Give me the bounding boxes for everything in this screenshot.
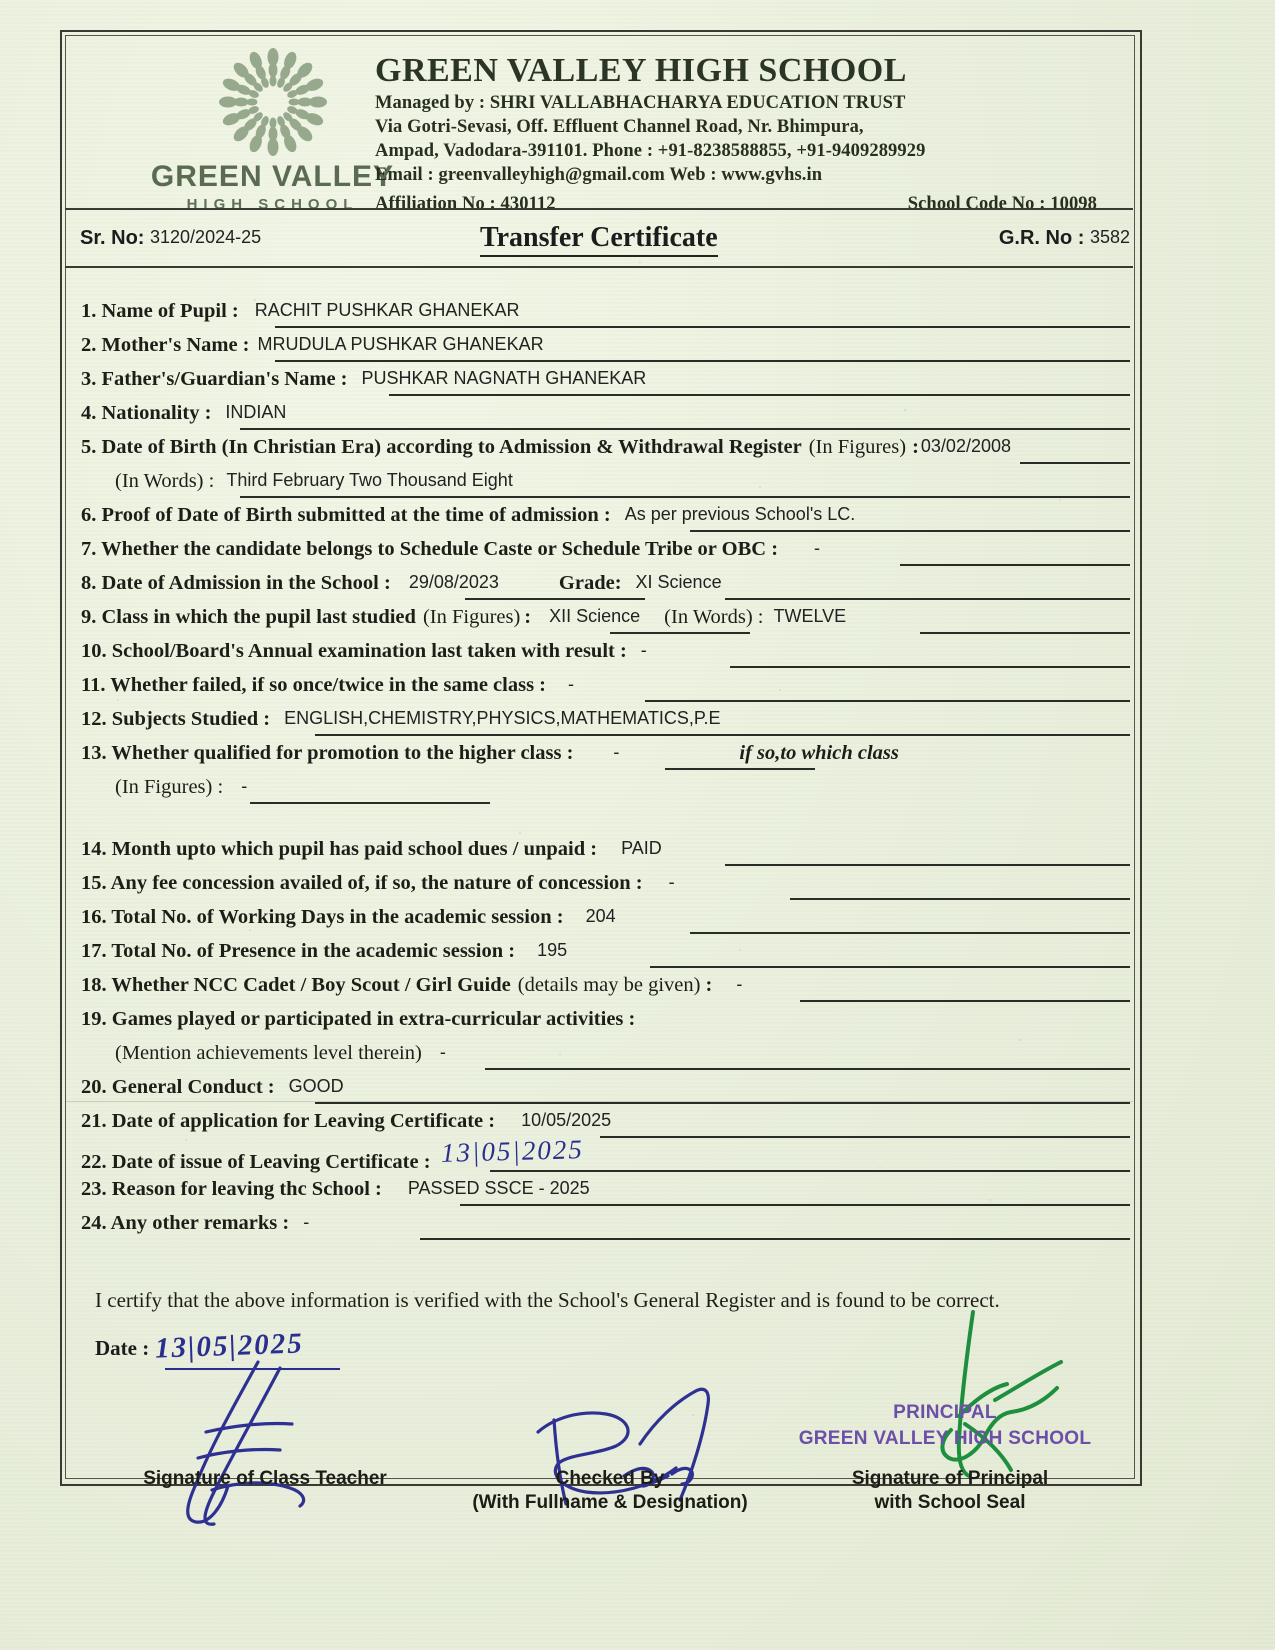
signature-label-class-teacher: Signature of Class Teacher (143, 1468, 387, 1489)
field-value-5: 03/02/2008 (920, 436, 1011, 456)
field-value-9-words: TWELVE (773, 606, 847, 626)
rule-13 (665, 768, 815, 770)
field-label-18-note: (details may be given) (517, 974, 701, 996)
field-label-10: 10. School/Board's Annual examination last taken with result : (81, 640, 627, 662)
rule-12 (315, 734, 1130, 736)
rule-13b (250, 802, 490, 804)
rule-22 (490, 1170, 1130, 1172)
field-label-1: 1. Name of Pupil : (81, 300, 239, 322)
school-title: GREEN VALLEY HIGH SCHOOL (375, 52, 907, 89)
seal-line-1: PRINCIPAL (893, 1402, 997, 1423)
field-row-name-of-pupil (65, 300, 1133, 334)
field-row-date-of-birth (65, 436, 1133, 470)
certification-date (95, 1327, 305, 1365)
field-label-16: 16. Total No. of Working Days in the academic session : (81, 906, 564, 928)
field-row-dob-proof (65, 504, 1133, 538)
field-row-subjects (65, 708, 1133, 742)
field-row-mothers-name (65, 334, 1133, 368)
field-label-21: 21. Date of application for Leaving Certificate : (81, 1110, 496, 1132)
field-label-9-words: (In Words) : (664, 606, 764, 628)
certificate-title-row (75, 218, 1130, 266)
field-label-5-colon: : (912, 436, 919, 458)
logo-subtitle: HIGH SCHOOL (186, 196, 359, 213)
field-label-5: 5. Date of Birth (In Christian Era) according to Admission & Withdrawal Register (81, 436, 802, 458)
rule-14 (725, 864, 1130, 866)
field-value-18: - (736, 974, 743, 994)
field-value-9: XII Science (549, 606, 641, 626)
field-row-reason (65, 1178, 1133, 1212)
field-row-ncc (65, 974, 1133, 1008)
field-label-12: 12. Subjects Studied : (81, 708, 271, 730)
logo-wordmark: GREEN VALLEY (150, 160, 395, 193)
field-row-promotion (65, 742, 1133, 776)
field-row-last-class (65, 606, 1133, 640)
field-label-4: 4. Nationality : (81, 402, 212, 424)
field-label-6: 6. Proof of Date of Birth submitted at the time of admission : (81, 504, 611, 526)
field-value-12: ENGLISH,CHEMISTRY,PHYSICS,MATHEMATICS,P.E (284, 708, 721, 728)
field-label-18: 18. Whether NCC Cadet / Boy Scout / Girl Guide (81, 974, 511, 996)
rule-5 (1020, 462, 1130, 464)
field-value-14: PAID (621, 838, 662, 858)
rule-5b (240, 496, 1130, 498)
school-address-line2: Ampad, Vadodara-391101. Phone : +91-8238588855, +91-9409289929 (375, 141, 926, 161)
field-label-24: 24. Any other remarks : (81, 1212, 290, 1234)
rule-3 (389, 394, 1130, 396)
field-value-13: - (613, 742, 620, 762)
field-value-2: MRUDULA PUSHKAR GHANEKAR (257, 334, 544, 354)
field-label-20: 20. General Conduct : (81, 1076, 275, 1098)
field-label-8: 8. Date of Admission in the School : (81, 572, 391, 594)
seal-line-2: GREEN VALLEY HIGH SCHOOL (798, 1427, 1092, 1449)
field-label-17: 17. Total No. of Presence in the academic session : (81, 940, 516, 962)
rule-9b (920, 632, 1130, 634)
rule-19b (485, 1068, 1130, 1070)
field-label-11: 11. Whether failed, if so once/twice in the same class : (81, 674, 546, 696)
field-row-general-conduct (65, 1076, 1133, 1110)
field-row-fathers-name (65, 368, 1133, 402)
field-label-7: 7. Whether the candidate belongs to Schedule Caste or Schedule Tribe or OBC : (81, 538, 779, 560)
field-row-application-date (65, 1110, 1133, 1144)
field-label-9-figures: (In Figures) (422, 606, 521, 628)
field-label-19b: (Mention achievements level therein) (115, 1042, 422, 1064)
field-label-14: 14. Month upto which pupil has paid school dues / unpaid : (81, 838, 598, 860)
rule-8a (465, 598, 645, 600)
field-label-22: 22. Date of issue of Leaving Certificate : (81, 1151, 431, 1173)
rule-20 (315, 1102, 1130, 1104)
principal-line-1: Signature of Principal (851, 1468, 1049, 1489)
field-value-19b: - (439, 1042, 446, 1062)
field-value-7: - (814, 538, 821, 558)
field-row-dob-in-words (65, 470, 1133, 504)
rule-4 (240, 428, 1130, 430)
school-contact: Email : greenvalleyhigh@gmail.com Web : www.gvhs.in (375, 165, 823, 185)
field-label-23: 23. Reason for leaving thc School : (81, 1178, 382, 1200)
field-row-games-achievements (65, 1042, 1133, 1076)
field-label-2: 2. Mother's Name : (81, 334, 250, 356)
field-row-failed (65, 674, 1133, 708)
field-row-promotion-figures (65, 776, 1133, 820)
certification-date-value: 13|05|2025 (154, 1327, 305, 1365)
sunburst-logo-icon (178, 46, 368, 158)
field-label-5b: (In Words) : (115, 470, 215, 492)
field-row-working-days (65, 906, 1133, 940)
field-value-24: - (303, 1212, 310, 1232)
field-value-16: 204 (585, 906, 616, 926)
checked-by-line-2: (With Fullname & Designation) (472, 1491, 748, 1513)
rule-2 (275, 360, 1130, 362)
field-row-dues (65, 838, 1133, 872)
field-value-23: PASSED SSCE - 2025 (407, 1178, 590, 1198)
school-details (375, 52, 1115, 215)
signature-footer (70, 1455, 1130, 1525)
field-value-1: RACHIT PUSHKAR GHANEKAR (254, 300, 520, 320)
rule-7 (900, 564, 1130, 566)
affiliation-no: Affiliation No : 430112 (375, 194, 556, 214)
certification-statement: I certify that the above information is verified with the School's General Register and is found to be correct. (95, 1288, 1000, 1312)
signature-label-principal (785, 1467, 1115, 1515)
certification-date-label: Date : (95, 1336, 150, 1360)
rule-1 (275, 326, 1130, 328)
field-row-games (65, 1008, 1133, 1042)
gr-number-label: G.R. No : (998, 227, 1085, 249)
field-value-17: 195 (537, 940, 568, 960)
school-logo (135, 46, 410, 213)
field-label-9: 9. Class in which the pupil last studied (81, 606, 416, 628)
field-row-date-of-admission (65, 572, 1133, 606)
school-code-no: School Code No : 10098 (907, 194, 1097, 214)
field-value-5b: Third February Two Thousand Eight (226, 470, 513, 490)
gr-number-value: 3582 (1089, 227, 1130, 247)
field-value-10: - (640, 640, 647, 660)
field-note-13: if so,to which class (739, 742, 899, 764)
rule-10 (730, 666, 1130, 668)
letterhead (70, 38, 1130, 214)
serial-number-label: Sr. No: (80, 227, 145, 249)
field-label-9-colon: : (524, 606, 532, 628)
principal-line-2: with School Seal (874, 1491, 1026, 1513)
field-label-19: 19. Games played or participated in extra-curricular activities : (81, 1008, 636, 1030)
field-row-caste (65, 538, 1133, 572)
rule-9a (610, 632, 750, 634)
rule-16 (690, 932, 1130, 934)
checked-by-line-1: Checked By (555, 1468, 665, 1489)
rule-6 (690, 530, 1130, 532)
rule-18 (800, 1000, 1130, 1002)
rule-24 (420, 1238, 1130, 1240)
school-seal-text (790, 1400, 1100, 1451)
field-label-5-figures: (In Figures) (808, 436, 907, 458)
field-value-20: GOOD (288, 1076, 344, 1096)
page-title: Transfer Certificate (480, 222, 718, 257)
rule-17 (650, 966, 1130, 968)
field-value-11: - (568, 674, 574, 694)
rule-21 (600, 1136, 1130, 1138)
gr-number (999, 227, 1130, 250)
field-value-15: - (668, 872, 675, 892)
field-row-fee-concession (65, 872, 1133, 906)
field-row-remarks (65, 1212, 1133, 1246)
field-label-3: 3. Father's/Guardian's Name : (81, 368, 348, 390)
serial-number-value: 3120/2024-25 (150, 227, 262, 247)
field-value-13b: - (241, 776, 248, 796)
field-label-13b: (In Figures) : (115, 776, 224, 798)
header-divider (65, 208, 1133, 210)
field-row-nationality (65, 402, 1133, 436)
field-value-8-grade: XI Science (635, 572, 722, 592)
field-list (65, 276, 1133, 1246)
field-value-3: PUSHKAR NAGNATH GHANEKAR (361, 368, 647, 388)
serial-number (80, 227, 261, 250)
field-label-15: 15. Any fee concession availed of, if so, the nature of concession : (81, 872, 643, 894)
school-address-line1: Via Gotri-Sevasi, Off. Effluent Channel Road, Nr. Bhimpura, (375, 117, 864, 137)
field-row-issue-date (65, 1134, 1133, 1178)
field-value-6: As per previous School's LC. (624, 504, 856, 524)
field-row-presence (65, 940, 1133, 974)
rule-23 (460, 1204, 1130, 1206)
signature-label-checked-by (445, 1467, 775, 1515)
rule-11 (645, 700, 1130, 702)
certification-date-rule (165, 1368, 340, 1370)
field-value-8: 29/08/2023 (408, 572, 499, 592)
field-label-8-grade: Grade: (558, 572, 622, 594)
school-managed-by: Managed by : SHRI VALLABHACHARYA EDUCATION TRUST (375, 93, 906, 113)
field-value-21: 10/05/2025 (521, 1110, 612, 1130)
field-value-22: 13|05|2025 (440, 1134, 584, 1168)
field-label-13: 13. Whether qualified for promotion to the higher class : (81, 742, 574, 764)
title-divider (65, 266, 1133, 268)
rule-8b (725, 598, 1130, 600)
rule-15 (790, 898, 1130, 900)
field-label-18-colon: : (705, 974, 713, 996)
field-value-4: INDIAN (225, 402, 287, 422)
field-row-annual-exam (65, 640, 1133, 674)
